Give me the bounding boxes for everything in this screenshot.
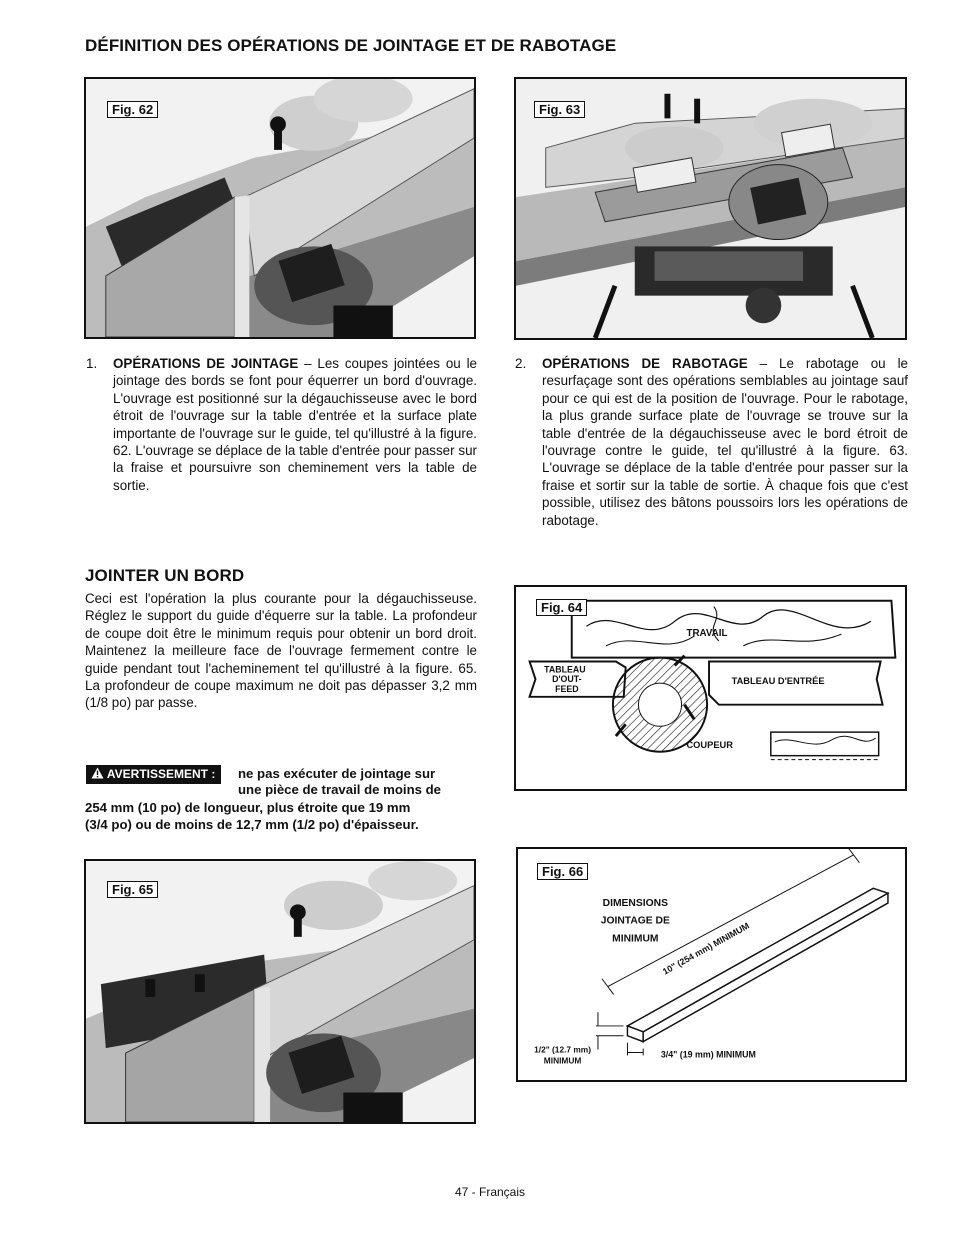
figure-62 [84, 77, 476, 339]
length-dimension-label: 10" (254 mm) MINIMUM [660, 920, 751, 977]
outfeed-label-line: FEED [555, 683, 579, 694]
item-title: OPÉRATIONS DE RABOTAGE [542, 356, 748, 371]
figure-62-label: Fig. 62 [107, 101, 158, 118]
width-label: 3/4" (19 mm) MINIMUM [660, 1049, 756, 1060]
figure-66 [516, 847, 907, 1082]
figure-65-label: Fig. 65 [107, 881, 158, 898]
figure-65 [84, 859, 476, 1124]
item-text: – Les coupes jointées ou le jointage des bords se font pour équerrer un bord d'ouvrage. L'ouvrage est positionné sur la dégauchisseuse avec le bord étroit de l'ouvrage sur la table d'entrée et la surface plate importante de l'ouvrage sur le guide, tel qu'illustré à la figure. 62. L'ouvrage se déplace de la table d'entrée pour passer sur la fraise et poursuivre son cheminement vers la table de sortie. [113, 356, 477, 493]
section-paragraph: Ceci est l'opération la plus courante pour la dégauchisseuse. Réglez le support du guide d'équerre sur la table. La profondeur de coupe doit être le minimum requis pour obtenir un bord droit. Maintenez la meilleure face de l'ouvrage fermement contre le guide pendant tout l'acheminement tel qu'illustré à la figure. 65. La profondeur de coupe maximum ne doit pas dépasser 3,2 mm (1/8 po) par passe. [85, 591, 477, 711]
outfeed-label-line: D'OUT- [552, 674, 582, 685]
infeed-label: TABLEAU D'ENTRÉE [731, 676, 825, 687]
warning-block [85, 765, 478, 832]
thickness-label-line: MINIMUM [543, 1055, 582, 1066]
warning-line: ne pas exécuter de jointage sur [238, 766, 436, 781]
figure-63-label: Fig. 63 [534, 101, 585, 118]
warning-line: une pièce de travail de moins de [238, 782, 442, 797]
thickness-label-line: 1/2" (12.7 mm) [534, 1044, 591, 1055]
dimensions-title-line: DIMENSIONS [602, 898, 668, 910]
planing-operation-item [515, 355, 908, 529]
item-text: – Le rabotage ou le resurfaçage sont des opérations semblables au jointage sauf pour ce qui est de la position de l'ouvrage. Pour le rabotage, la plus grande surface plate de l'ouvrage se trouve sur la table d'entrée de la dégauchisseuse avec le bord étroit de l'ouvrage contre le guide, tel qu'illustré à la figure. 63. L'ouvrage se déplace de la table d'entrée pour passer sur la fraise et sortir sur la table de sortie. À chaque fois que c'est possible, utilisez des bâtons poussoirs lors les opérations de rabotage. [542, 356, 908, 528]
cutter-diagram [516, 587, 905, 789]
workpiece-label: TRAVAIL [686, 628, 728, 640]
warning-line: (3/4 po) ou de moins de 12,7 mm (1/2 po) d'épaisseur. [85, 817, 419, 832]
cutter-label: COUPEUR [686, 739, 733, 750]
warning-badge-label: AVERTISSEMENT : [106, 767, 216, 781]
dimensions-title-line: JOINTAGE DE [600, 915, 670, 927]
jointing-operation-item [86, 355, 477, 494]
warning-icon [91, 767, 104, 779]
figure-64 [514, 585, 907, 791]
outfeed-label-line: TABLEAU [544, 664, 586, 675]
figure-64-label: Fig. 64 [536, 599, 587, 616]
section-title: DÉFINITION DES OPÉRATIONS DE JOINTAGE ET DE RABOTAGE [85, 36, 617, 55]
section-title: JOINTER UN BORD [85, 566, 245, 585]
minimum-dimensions-diagram [518, 849, 905, 1080]
figure-63 [514, 77, 907, 340]
figure-66-label: Fig. 66 [537, 863, 588, 880]
item-title: OPÉRATIONS DE JOINTAGE [113, 356, 299, 371]
warning-line: 254 mm (10 po) de longueur, plus étroite que 19 mm [85, 800, 411, 815]
dimensions-title-line: MINIMUM [612, 933, 659, 945]
page-footer: 47 - Français [455, 1185, 526, 1199]
item-number: 2. [515, 356, 527, 371]
warning-badge [86, 765, 221, 784]
item-number: 1. [86, 356, 98, 371]
edge-jointing-photo [86, 861, 474, 1122]
